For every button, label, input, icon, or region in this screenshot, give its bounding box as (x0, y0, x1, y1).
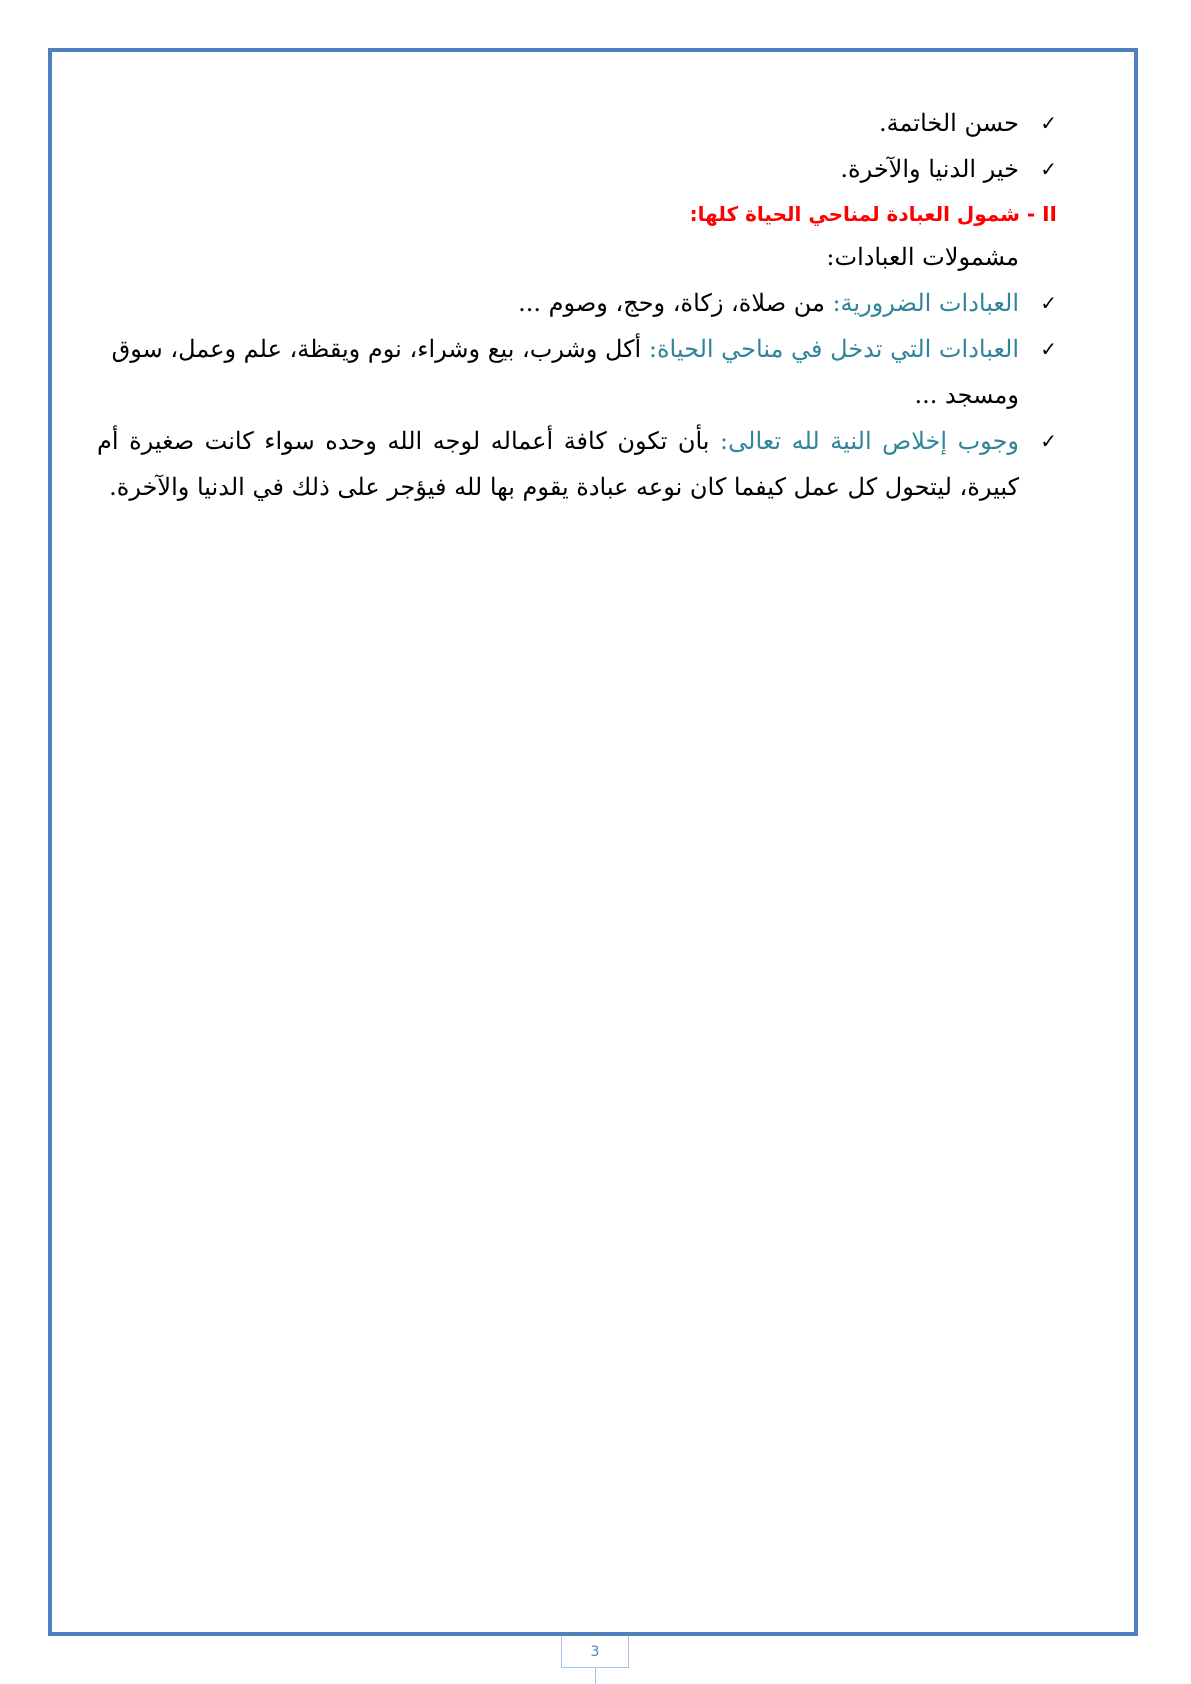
page-number: 3 (561, 1636, 629, 1668)
document-body (97, 100, 1057, 510)
list-item (97, 418, 1057, 510)
section-heading (97, 194, 1057, 234)
section-separator: - (1019, 202, 1043, 226)
list-item (97, 100, 1057, 146)
list-item (97, 326, 1057, 418)
list-item-term: العبادات الضرورية: (832, 289, 1019, 317)
list-item (97, 280, 1057, 326)
list-item-term: العبادات التي تدخل في مناحي الحياة: (648, 335, 1019, 363)
list-item-text: أكل وشرب، بيع وشراء، نوم ويقظة، علم وعمل، سوق ومسجد ... (111, 335, 1019, 409)
checkmark-icon: ✓ (1040, 157, 1057, 181)
page-number-divider (595, 1668, 596, 1684)
checkmark-icon: ✓ (1040, 429, 1057, 453)
subheading: مشمولات العبادات: (826, 243, 1019, 271)
checkmark-icon: ✓ (1040, 111, 1057, 135)
section-number: II (1042, 202, 1057, 226)
list-item-text: من صلاة، زكاة، وحج، وصوم ... (518, 289, 833, 317)
checkmark-icon: ✓ (1040, 291, 1057, 315)
list-item-text: حسن الخاتمة. (879, 109, 1019, 137)
list-item-text: خير الدنيا والآخرة. (840, 155, 1019, 183)
list-item (97, 146, 1057, 192)
list-item-text: بأن تكون كافة أعماله لوجه الله وحده سواء كانت صغيرة أم كبيرة، ليتحول كل عمل كيفما كان نوعه عبادة يقوم بها لله فيؤجر على ذلك في الدنيا والآخرة. (97, 427, 1019, 501)
list-item-term: وجوب إخلاص النية لله تعالى: (720, 427, 1020, 455)
section-title: شمول العبادة لمناحي الحياة كلها: (689, 202, 1020, 226)
checkmark-icon: ✓ (1040, 337, 1057, 361)
